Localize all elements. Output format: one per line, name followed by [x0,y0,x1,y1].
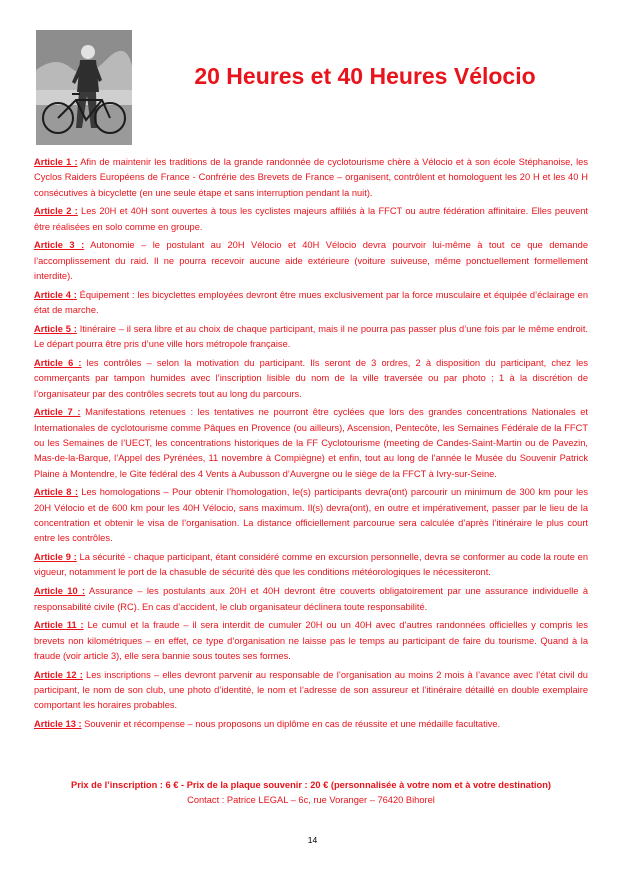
article-4 [34,288,588,319]
article-text: La sécurité - chaque participant, étant considéré comme en excursion personnelle, devra se conformer au code la route en vigueur, notamment le port de la chasuble de sécurité dès que les conditions météorologiques le nécessiteront. [34,552,588,578]
article-text: les contrôles – selon la motivation du participant. Ils seront de 3 ordres, 2 à disposition du participant, chez les commerçants par tampon humides avec l’inscription lisible du nom de la ville traversée ou par photo ; 1 à la discrétion de l’organisateur par des contrôles secrets tout au long du parcours. [34,358,589,399]
footer [34,778,588,809]
article-label: Article 3 : [34,240,85,251]
price-line: Prix de l’inscription : 6 € - Prix de la plaque souvenir : 20 € (personnalisée à votre nom et à votre destination) [71,780,551,790]
article-label: Article 8 : [34,487,78,498]
article-2 [34,204,588,235]
articles-list [34,155,588,736]
article-text: Le cumul et la fraude – il sera interdit de cumuler 20H ou un 40H avec d’autres randonnées officielles y compris les brevets non kilométriques – en effet, ce type d’organisation ne laisse pas le temps au participant de faire du tourisme. Quand à la fraude (voir article 3), elle sera bannie sous toutes ses formes. [34,620,588,661]
article-label: Article 5 : [34,323,77,334]
article-text: Autonomie – le postulant au 20H Vélocio et 40H Vélocio devra pourvoir lui-même à tout ce que demande l’accomplissement du raid. Il ne pourra recevoir aucune aide extérieure (voiture suiveuse, même ponctuellement formellement interdite). [34,240,588,282]
article-label: Article 7 : [34,407,81,418]
article-text: Les homologations – Pour obtenir l’homologation, le(s) participants devra(ont) parcourir un minimum de 300 km pour les 20H Vélocio et de 600 km pour les 40H Vélocio, sans maximum. Il(s) devra(ont), en outre et impérativement, passer par le lieu de la concentration et obtenir le visa de l’organisation. La distance officiellement parcourue sera calculée d’après l’itinéraire le plus court entre les contrôles. [34,487,588,544]
article-label: Article 2 : [34,206,78,217]
article-7 [34,405,588,481]
article-12 [34,668,588,714]
article-6 [34,356,588,402]
article-text: Équipement : les bicyclettes employées devront être mues exclusivement par la force musculaire et équipée d’éclairage en état de marche. [34,289,588,316]
article-text: Souvenir et récompense – nous proposons un diplôme en cas de réussite et une médaille facultative. [81,719,501,730]
article-text: Les 20H et 40H sont ouvertes à tous les cyclistes majeurs affiliés à la FFCT ou autre fédération affinitaire. Elles peuvent être réalisées en solo comme en groupe. [34,206,588,232]
article-label: Article 11 : [34,620,84,631]
article-text: Manifestations retenues : les tentatives ne pourront être cyclées que lors des grandes concentrations Nationales et Internationales de cyclotourisme comme Pâques en Provence (ou ailleurs), Ascension, Pentecôte, les Semaines Fédérale de la FFCT ou les Semaines de l’UECT, les concentrations historiques de la FF Cyclotourisme (meeting de Candes-Saint-Martin ou de Pavezin, Mas-de-la-Barque, l’Appel des Pyrénées, 11 novembre à Compiègne) et enfin, tout au long de l’année le Musée du Souvenir Patrick Plaine à Montendre, le Gite fédéral des 4 Vents à Aubusson d’Auvergne ou le siège de la FFCT à Ivry-sur-Seine. [34,407,588,479]
article-text: Assurance – les postulants aux 20H et 40H devront être couverts obligatoirement par une assurance individuelle à responsabilité civile (RC). En cas d’accident, le club organisateur déclinera toute responsabilité. [34,586,588,612]
article-label: Article 13 : [34,719,82,730]
contact-line: Contact : Patrice LEGAL – 6c, rue Voranger – 76420 Bihorel [187,795,435,806]
article-label: Article 10 : [34,586,86,597]
article-label: Article 4 : [34,289,77,300]
article-11 [34,618,588,664]
article-5 [34,322,588,353]
article-13 [34,717,588,732]
page-title: 20 Heures et 40 Heures Vélocio [194,63,536,89]
article-3 [34,238,588,284]
article-1 [34,155,588,201]
article-9 [34,550,588,581]
article-label: Article 1 : [34,157,78,167]
article-text: Itinéraire – il sera libre et au choix de chaque participant, mais il ne pourra pas passer plus d’une fois par le même endroit. Le départ pourra être pris d’une ville hors métropole française. [34,323,588,350]
article-text: Afin de maintenir les traditions de la grande randonnée de cyclotourisme chère à Vélocio et à son école Stéphanoise, les Cyclos Raiders Européens de France - Confrérie des Brevets de France – organisent, contrôlent et homologuent les 20 H et les 40 H consécutives à bicyclette (en une seule étape et sans interruption pendant la nuit). [34,157,588,198]
article-text: Les inscriptions – elles devront parvenir au responsable de l’organisation au moins 2 mois à l’avance avec l’état civil du participant, le nom de son club, une photo d’identité, le nom et l’adresse de son assureur et l’itinéraire détaillé en double exemplaire comportant les horaires probables. [34,669,588,711]
cyclist-photo [36,30,132,145]
page-number: 14 [307,835,318,845]
article-10 [34,584,588,615]
article-8 [34,485,588,546]
article-label: Article 12 : [34,669,83,680]
article-label: Article 9 : [34,552,77,563]
article-label: Article 6 : [34,358,82,369]
